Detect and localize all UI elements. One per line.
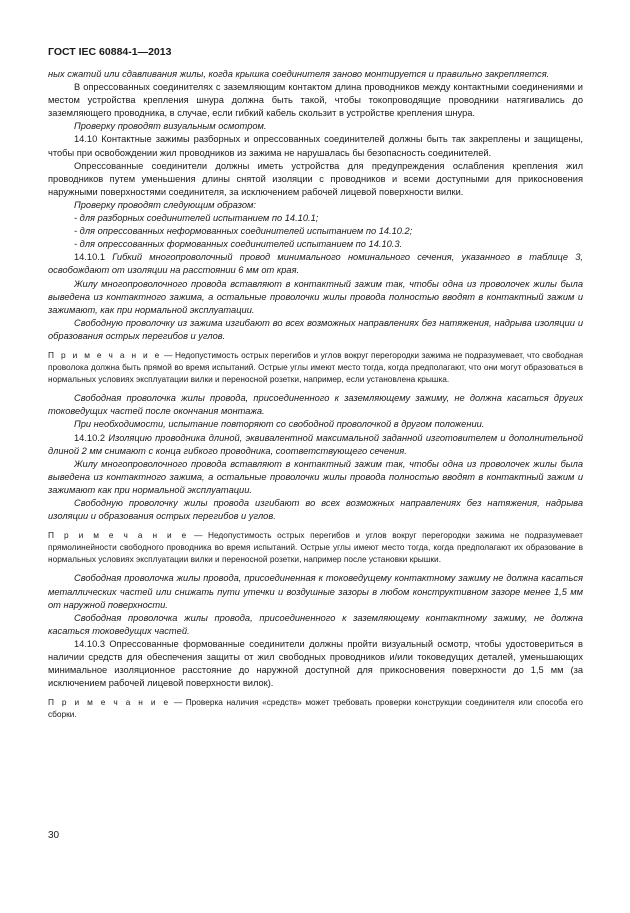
paragraph: В опрессованных соединителях с заземляющим контактом длина проводников между контактными соединениями и местом устройства крепления шнура должна быть такой, чтобы токопроводящие проводники натягивались до заземляющего проводника, в случае, если гибкий кабель скользит в устройстве крепления шнура. [48,82,583,119]
document-page [48,46,583,728]
paragraph: Свободная проволочка жилы провода, присоединенная к токоведущему контактному зажиму не должна касаться металлических частей или снижать пути утечки и воздушные зазоры в любом конструктивном зазоре менее 1,5 мм от наружной поверхности. [48,573,583,610]
note-text: — Недопустимость острых перегибов и углов вокруг перегородки зажима не подразумевает, что свободная проволока должна быть прямой во время испытаний. Острые углы имеют место тогда, когда предполагают, что они могут образоваться в нормальных условиях эксплуатации вилки и переносной розетки, например, если установлена крышка. [48,349,583,385]
note-text: — Недопустимость острых перегибов и углов вокруг перегородки зажима не подразумевает прямолинейности свободного проводника во время испытаний. Острые углы имеют место тогда, когда предполагают их образование в нормальных условиях эксплуатации вилки и переносной розетки, например после установки крышки. [48,530,583,565]
paragraph: Опрессованные соединители должны иметь устройства для предупреждения ослабления крепления жил проводников путем уменьшения длины снятой изоляции с проводников и всеми доступными для прикосновения наружными поверхностями соединителя, за исключением рабочей лицевой поверхности вилки. [48,160,583,197]
paragraph [48,251,583,277]
paragraph: Свободная проволочка жилы провода, присоединенного к заземляющему зажиму, не должна касаться других токоведущих частей после окончания монтажа. [48,393,583,417]
note-text: — Проверка наличия «средств» может требовать проверки конструкции соединителя или способа его сборки. [48,697,583,720]
clause-text: Гибкий многопроволочный провод минимального номинального сечения, указанного в таблице 3, освобождают от изоляции на расстоянии 6 мм от края. [48,252,583,276]
clause-text: Изоляцию проводника длиной, эквивалентной максимальной заданной изготовителем и дополнительной длиной 2 мм снимают с конца гибкого проводника, соответствующего сечения. [48,432,583,456]
clause-number: 14.10.2 [74,432,106,443]
paragraph: При необходимости, испытание повторяют со свободной проволочкой в другом положении. [74,419,485,430]
page-number: 30 [48,830,60,841]
paragraph: Жилу многопроволочного провода вставляют в контактный зажим так, чтобы одна из проволочек жилы была выведена из контактного зажима, а остальные проволочки жилы провода полностью вводят в контактный зажим и зажимают как при нормальной эксплуатации. [48,458,583,495]
note-label: П р и м е ч а н и е [48,697,171,708]
paragraph: Свободная проволочка жилы провода, присоединенного к заземляющему контактному зажиму, не должна касаться токоведущих частей. [48,612,583,636]
paragraph: Жилу многопроволочного провода вставляют в контактный зажим так, чтобы одна из проволочек жилы была выведена из контактного зажима, а остальные проволочки жилы провода полностью вводят в контактный зажим и зажимают, как при нормальной эксплуатации. [48,278,583,315]
list-item: - для разборных соединителей испытанием по 14.10.1; [74,213,319,224]
note [48,696,583,720]
note [48,349,583,385]
paragraph: 14.10.3 Опрессованные формованные соединители должны пройти визуальный осмотр, чтобы удостовериться в наличии средств для обеспечения защиты от жил свободных проводников и/или токоведущих деталей, уменьшающих минимальное изоляционное расстояние до наружной доступной для прикосновения поверхности до 1,5 мм (за исключением рабочей лицевой поверхности вилок). [48,638,583,689]
paragraph: Проверку проводят визуальным осмотром. [74,121,267,132]
list-item: - для опрессованных формованных соединителей испытанием по 14.10.3. [74,239,403,250]
paragraph [48,432,583,458]
paragraph: 14.10 Контактные зажимы разборных и опрессованных соединителей должны быть так закреплены и защищены, чтобы при освобождении жил проводников из зажима не нарушалась бы безопасность соединителей. [48,134,583,158]
document-header: ГОСТ IEC 60884-1—2013 [48,46,172,58]
paragraph: Проверку проводят следующим образом: [74,199,256,210]
paragraph: ных сжатий или сдавливания жилы, когда крышка соединителя заново монтируется и правильно закрепляется. [48,69,550,79]
clause-number: 14.10.1 [74,252,106,263]
note-label: П р и м е ч а н и е [48,530,189,541]
note [48,529,583,565]
paragraph: Свободную проволочку из зажима изгибают во всех возможных направлениях без натяжения, надрыва изоляции и образования острых перегибов и углов. [48,317,583,341]
paragraph: Свободную проволочку жилы провода изгибают во всех возможных направлениях без натяжения, надрыва изоляции и образования острых перегибов и углов. [48,498,583,522]
list-item: - для опрессованных неформованных соединителей испытанием по 14.10.2; [74,226,413,237]
note-label: П р и м е ч а н и е [48,349,162,360]
